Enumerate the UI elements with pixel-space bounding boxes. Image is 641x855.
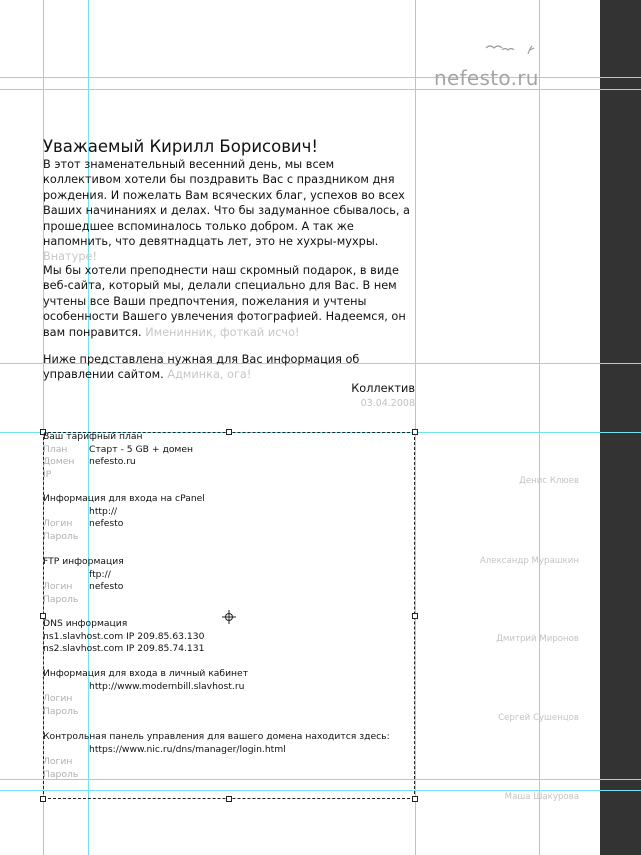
- cpanel-section: [43, 493, 205, 543]
- team-member-name: Маша Шакурова: [504, 792, 579, 802]
- team-member-name: Дмитрий Миронов: [496, 634, 579, 644]
- aside-note: Админка, ога!: [167, 368, 252, 382]
- field-label: Логин: [43, 756, 73, 767]
- field-label: IP: [43, 468, 52, 480]
- guide-vertical[interactable]: [539, 0, 540, 855]
- field-label: План: [43, 443, 68, 455]
- resize-handle-bottom-right[interactable]: [412, 796, 418, 802]
- signature: Коллектив: [351, 382, 415, 395]
- guide-vertical[interactable]: [415, 0, 416, 855]
- control-panel-section: [43, 731, 390, 781]
- field-value: ns1.slavhost.com IP 209.85.63.130: [43, 630, 205, 642]
- section-heading: Ваш тарифный план: [43, 431, 143, 442]
- section-heading: DNS информация: [43, 618, 128, 629]
- site-logo: nefesto.ru: [434, 66, 539, 90]
- dns-section: [43, 618, 204, 656]
- aside-note: Именинник, фоткай исчо!: [145, 325, 300, 339]
- aside-note: Внатуре!: [43, 250, 97, 264]
- field-value: ns2.slavhost.com IP 209.85.74.131: [43, 643, 205, 654]
- resize-handle-right[interactable]: [412, 613, 418, 619]
- section-heading: Информация для входа на cPanel: [43, 493, 205, 504]
- field-label: Логин: [43, 693, 73, 704]
- team-member-name: Сергей Сушенцов: [498, 713, 579, 723]
- birds-icon: [480, 38, 540, 62]
- field-label: Логин: [43, 518, 73, 529]
- letter-date: 03.04.2008: [360, 398, 415, 409]
- paragraph-greeting: В этот знаменательный весенний день, мы всем коллективом хотели бы поздравить Вас с праздником дня рождения. И пожелать Вам всяческих благ, успехов во всех Ваших начинаниях и делах. Что бы задуманное сбывалось, а прошедшее вспоминалось только добром. А так же напомнить, что девятнадцать лет, это не хухры-мухры. Внатуре!: [43, 158, 410, 264]
- field-value: nefesto: [89, 581, 124, 592]
- guide-horizontal[interactable]: [0, 89, 641, 90]
- resize-handle-bottom[interactable]: [226, 796, 232, 802]
- guide-horizontal[interactable]: [0, 77, 641, 78]
- field-label: Пароль: [43, 530, 79, 542]
- field-value: Старт - 5 GB + домен: [89, 443, 194, 455]
- section-heading: FTP информация: [43, 556, 124, 567]
- resize-handle-top[interactable]: [226, 429, 232, 435]
- right-dark-panel: [600, 0, 641, 855]
- field-label: Пароль: [43, 705, 79, 717]
- paragraph-info: Ниже представлена нужная для Вас информация об управлении сайтом. Админка, ога!: [43, 353, 360, 382]
- resize-handle-bottom-left[interactable]: [40, 796, 46, 802]
- section-heading: Информация для входа в личный кабинет: [43, 668, 249, 679]
- field-label: Пароль: [43, 768, 79, 780]
- field-value: http://www.modernbill.slavhost.ru: [89, 680, 245, 692]
- ftp-section: [43, 556, 124, 606]
- team-member-name: Денис Клюев: [519, 476, 579, 486]
- resize-handle-top-right[interactable]: [412, 429, 418, 435]
- field-value: https://www.nic.ru/dns/manager/login.html: [89, 743, 286, 755]
- letter-title: Уважаемый Кирилл Борисович!: [43, 137, 319, 156]
- reference-point-icon[interactable]: [222, 610, 236, 624]
- tariff-section: [43, 431, 193, 481]
- field-label: Логин: [43, 581, 73, 592]
- field-label: Пароль: [43, 593, 79, 605]
- field-value: http://: [89, 505, 118, 517]
- field-value: nefesto: [89, 518, 124, 529]
- field-value: ftp://: [89, 568, 111, 580]
- field-label: Домен: [43, 456, 75, 467]
- cabinet-section: [43, 668, 248, 718]
- field-value: nefesto.ru: [89, 456, 136, 467]
- team-member-name: Александр Мурашкин: [479, 556, 579, 566]
- section-heading: Контрольная панель управления для вашего домена находится здесь:: [43, 731, 390, 742]
- paragraph-gift: Мы бы хотели преподнести наш скромный подарок, в виде веб-сайта, который мы, делали специально для Вас. В нем учтены все Ваши предпочтения, пожелания и учтены особенности Вашего увлечения фотографией. Надеемся, он вам понравится. Именинник, фоткай исчо!: [43, 264, 406, 339]
